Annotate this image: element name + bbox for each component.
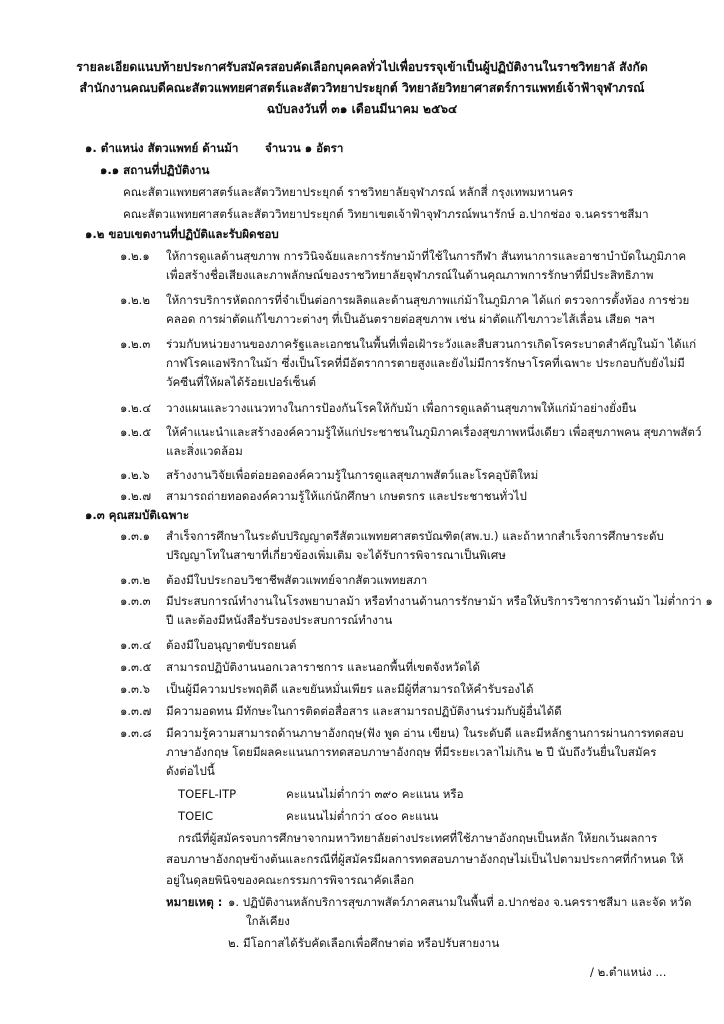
item-num: ๑.๒.๕ bbox=[120, 425, 152, 439]
note-label: หมายเหตุ : bbox=[166, 895, 223, 909]
item-num: ๑.๒.๗ bbox=[120, 489, 152, 503]
item-text: และสิ่งแวดล้อม bbox=[166, 444, 243, 458]
item-num: ๑.๓.๑ bbox=[120, 529, 151, 543]
item-text: มีความอดทน มีทักษะในการติดต่อสื่อสาร และสามารถปฏิบัติงานร่วมกับผู้อื่นได้ดี bbox=[166, 704, 562, 718]
item-text: ให้การดูแลด้านสุขภาพ การวินิจฉัยและการรักษาม้าที่ใช้ในการกีฬา สันทนาการและอาชาบำบัดในภูมิภาค bbox=[166, 249, 687, 263]
item-num: ๑.๓.๒ bbox=[120, 573, 151, 587]
work-location-1: คณะสัตวแพทยศาสตร์และสัตววิทยาประยุกต์ ราชวิทยาลัยจุฬาภรณ์ หลักสี่ กรุงเทพมหานคร bbox=[123, 185, 574, 199]
item-text: กาฬโรคแอฟริกาในม้า ซึ่งเป็นโรคที่มีอัตราการตายสูงและยังไม่มีการรักษาโรคที่เฉพาะ ประกอบกับยังไม่มี bbox=[166, 356, 685, 370]
note-2: ๒. มีโอกาสได้รับคัดเลือกเพื่อศึกษาต่อ หรือปรับสายงาน bbox=[228, 936, 500, 950]
header-line-3: ฉบับลงวันที่ ๓๑ เดือนมีนาคม ๒๕๖๔ bbox=[266, 102, 458, 116]
item-num: ๑.๒.๖ bbox=[120, 468, 150, 482]
item-text: สร้างงานวิจัยเพื่อต่อยอดองค์ความรู้ในการดูแลสุขภาพสัตว์และโรคอุบัติใหม่ bbox=[166, 468, 539, 482]
item-text: ต้องมีใบประกอบวิชาชีพสัตวแพทย์จากสัตวแพทยสภา bbox=[166, 573, 428, 587]
item-text: สำเร็จการศึกษาในระดับปริญญาตรีสัตวแพทยศาสตรบัณฑิต(สพ.บ.) และถ้าหากสำเร็จการศึกษาระดับ bbox=[166, 529, 664, 543]
item-text: คลอด การผ่าตัดแก้ไขภาวะต่างๆ ที่เป็นอันตรายต่อสุขภาพ เช่น ผ่าตัดแก้ไขภาวะไส้เลื่อน เสียด ฯลฯ bbox=[166, 312, 655, 326]
item-num: ๑.๓.๘ bbox=[120, 726, 152, 740]
item-text: สามารถปฏิบัติงานนอกเวลาราชการ และนอกพื้นที่เขตจังหวัดได้ bbox=[166, 660, 480, 674]
item-num: ๑.๓.๗ bbox=[120, 704, 152, 718]
item-text: ต้องมีใบอนุญาตขับรถยนต์ bbox=[166, 638, 297, 652]
item-text: เพื่อสร้างชื่อเสียงและภาพลักษณ์ของราชวิทยาลัยจุฬาภรณ์ในด้านคุณภาพการรักษาที่มีประสิทธิภาพ bbox=[166, 268, 654, 282]
exception-text: สอบภาษาอังกฤษข้างต้นและกรณีที่ผู้สมัครมีผลการทดสอบภาษาอังกฤษไม่เป็นไปตามประกาศที่กำหนด ให้ bbox=[166, 852, 684, 866]
item-num: ๑.๒.๔ bbox=[120, 401, 152, 415]
test-score: คะแนนไม่ต่ำกว่า ๔๐๐ คะแนน bbox=[286, 809, 439, 823]
item-num: ๑.๓.๕ bbox=[120, 660, 152, 674]
header-line-2: สำนักงานคณบดีคณะสัตวแพทยศาสตร์และสัตววิทยาประยุกต์ วิทยาลัยวิทยาศาสตร์การแพทย์เจ้าฟ้าจุฬาภรณ์ bbox=[79, 81, 645, 95]
item-num: ๑.๓.๖ bbox=[120, 682, 151, 696]
item-text: วัคซีนที่ให้ผลได้ร้อยเปอร์เซ็นต์ bbox=[166, 375, 317, 389]
exception-text: กรณีที่ผู้สมัครจบการศึกษาจากมหาวิทยาลัยต่างประเทศที่ใช้ภาษาอังกฤษเป็นหลัก ให้ยกเว้นผลการ bbox=[178, 831, 658, 845]
item-num: ๑.๓.๓ bbox=[120, 594, 151, 608]
item-text: ให้การบริการหัตถการที่จำเป็นต่อการผลิตและด้านสุขภาพแก่ม้าในภูมิภาค ได้แก่ ตรวจการตั้งท้อง การช่วย bbox=[166, 293, 690, 307]
item-text: ดังต่อไปนี้ bbox=[166, 764, 215, 778]
position-count: จำนวน ๑ อัตรา bbox=[265, 141, 344, 155]
item-text: สามารถถ่ายทอดองค์ความรู้ให้แก่นักศึกษา เกษตรกร และประชาชนทั่วไป bbox=[166, 489, 527, 503]
item-text: เป็นผู้มีความประพฤติดี และขยันหมั่นเพียร และมีผู้ที่สามารถให้คำรับรองได้ bbox=[166, 682, 534, 696]
item-text: ให้คำแนะนำและสร้างองค์ความรู้ให้แก่ประชาชนในภูมิภาคเรื่องสุขภาพหนึ่งเดียว เพื่อสุขภาพคน สุขภาพสัตว์ bbox=[166, 425, 702, 439]
section-1-3-heading: ๑.๓ คุณสมบัติเฉพาะ bbox=[85, 508, 190, 522]
item-text: ปริญญาโทในสาขาที่เกี่ยวข้องเพิ่มเติม จะได้รับการพิจารณาเป็นพิเศษ bbox=[166, 548, 506, 562]
item-num: ๑.๓.๔ bbox=[120, 638, 152, 652]
test-name: TOEFL-ITP bbox=[178, 787, 237, 801]
header-line-1: รายละเอียดแนบท้ายประกาศรับสมัครสอบคัดเลือกบุคคลทั่วไปเพื่อบรรจุเข้าเป็นผู้ปฏิบัติงานในราชวิทยาลั สังกัด bbox=[76, 60, 648, 74]
item-text: วางแผนและวางแนวทางในการป้องกันโรคให้กับม้า เพื่อการดูแลด้านสุขภาพให้แก่ม้าอย่างยั่งยืน bbox=[166, 401, 637, 415]
position-title: ๑. ตำแหน่ง สัตวแพทย์ ด้านม้า bbox=[85, 141, 239, 155]
test-name: TOEIC bbox=[178, 809, 214, 823]
item-text: ปี และต้องมีหนังสือรับรองประสบการณ์ทำงาน bbox=[166, 613, 393, 627]
note-1-cont: ใกล้เคียง bbox=[246, 914, 290, 928]
item-num: ๑.๒.๓ bbox=[120, 337, 151, 351]
item-num: ๑.๒.๑ bbox=[120, 249, 150, 263]
work-location-2: คณะสัตวแพทยศาสตร์และสัตววิทยาประยุกต์ วิทยาเขตเจ้าฟ้าจุฬาภรณ์พนารักษ์ อ.ปากช่อง จ.นครราชสีมา bbox=[123, 207, 649, 221]
item-text: มีประสบการณ์ทำงานในโรงพยาบาลม้า หรือทำงานด้านการรักษาม้า หรือให้บริการวิชาการด้านม้า ไม่ต่ำกว่า ๑ bbox=[166, 594, 713, 608]
item-text: ภาษาอังกฤษ โดยมีผลคะแนนการทดสอบภาษาอังกฤษ ที่มีระยะเวลาไม่เกิน ๒ ปี นับถึงวันยื่นใบสมัคร bbox=[166, 745, 657, 759]
section-1-1-heading: ๑.๑ สถานที่ปฏิบัติงาน bbox=[100, 163, 210, 177]
item-num: ๑.๒.๒ bbox=[120, 293, 151, 307]
test-score: คะแนนไม่ต่ำกว่า ๓๙๐ คะแนน หรือ bbox=[286, 787, 464, 801]
note-1: ๑. ปฏิบัติงานหลักบริการสุขภาพสัตว์ภาคสนามในพื้นที่ อ.ปากช่อง จ.นครราชสีมา และจัด หวัด bbox=[228, 895, 692, 909]
exception-text: อยู่ในดุลยพินิจของคณะกรรมการพิจารณาคัดเลือก bbox=[166, 873, 415, 887]
section-1-2-heading: ๑.๒ ขอบเขตงานที่ปฏิบัติและรับผิดชอบ bbox=[85, 227, 279, 241]
item-text: ร่วมกับหน่วยงานของภาครัฐและเอกชนในพื้นที่เพื่อเฝ้าระวังและสืบสวนการเกิดโรคระบาดสำคัญในม้า ได้แก่ bbox=[166, 337, 697, 351]
item-text: มีความรู้ความสามารถด้านภาษาอังกฤษ(ฟัง พูด อ่าน เขียน) ในระดับดี และมีหลักฐานการผ่านการทดสอบ bbox=[166, 726, 684, 740]
page-continuation: / ๒.ตำแหน่ง ... bbox=[590, 965, 667, 979]
